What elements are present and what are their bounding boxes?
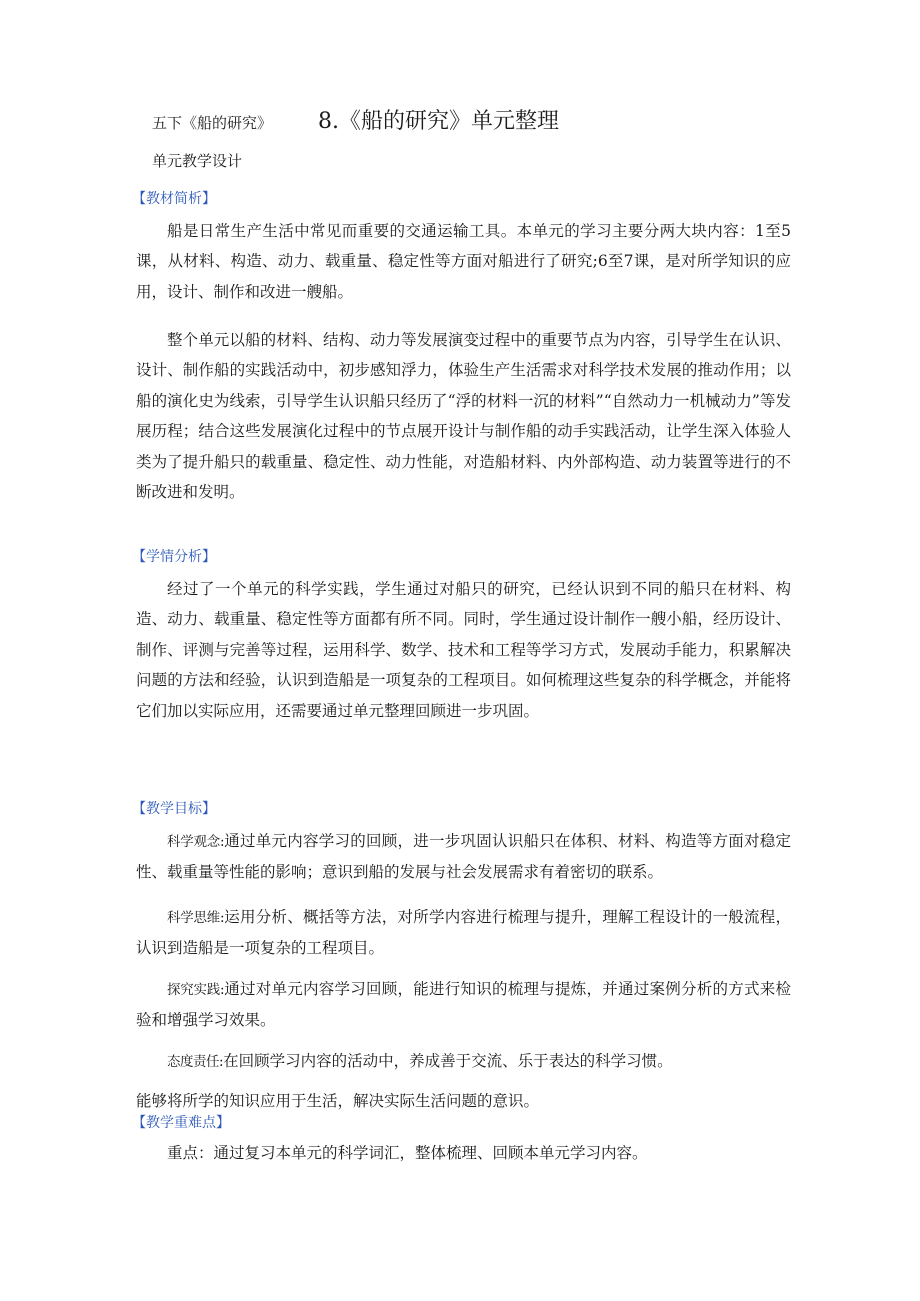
objective-science-concept bbox=[136, 826, 791, 888]
objective-label: 科学观念: bbox=[167, 834, 225, 850]
objective-text: 运用分析、概括等方法，对所学内容进行梳理与提升，理解工程设计的一般流程，认识到造船是一项复杂的工程项目。 bbox=[136, 908, 791, 958]
textbook-analysis-paragraph-1: 船是日常生产生活中常见而重要的交通运输工具。本单元的学习主要分两大块内容：1至5课，从材料、构造、动力、载重量、稳定性等方面对船进行了研究;6至7课，是对所学知识的应用，设计、制作和改进一艘船。 bbox=[136, 222, 791, 301]
textbook-analysis-paragraph-2: 整个单元以船的材料、结构、动力等发展演变过程中的重要节点为内容，引导学生在认识、设计、制作船的实践活动中，初步感知浮力，体验生产生活需求对科学技术发展的推动作用；以船的演化史为线索，引导学生认识船只经历了“浮的材料一沉的材料”“自然动力一机械动力”等发展历程；结合这些发展演化过程中的节点展开设计与制作船的动手实践活动，让学生深入体验人类为了提升船只的载重量、稳定性、动力性能，对造船材料、内外部构造、动力装置等进行的不断改进和发明。 bbox=[136, 331, 791, 502]
section-heading-student-analysis: 【学情分析】 bbox=[132, 549, 216, 565]
page-subtitle: 单元教学设计 bbox=[152, 152, 243, 170]
objective-label: 科学思维: bbox=[167, 910, 225, 926]
section-heading-objectives: 【教学目标】 bbox=[132, 801, 216, 817]
section-heading-textbook-analysis: 【教材简析】 bbox=[132, 191, 216, 207]
student-analysis-paragraph: 经过了一个单元的科学实践，学生通过对船只的研究，已经认识到不同的船只在材料、构造、动力、载重量、稳定性等方面都有所不同。同时，学生通过设计制作一艘小船，经历设计、制作、评测与完善等过程，运用科学、数学、技术和工程等学习方式，发展动手能力，积累解决问题的方法和经验，认识到造船是一项复杂的工程项目。如何梳理这些复杂的科学概念，并能将它们加以实际应用，还需要通过单元整理回顾进一步巩固。 bbox=[136, 580, 791, 720]
course-label: 五下《船的研究》 bbox=[152, 114, 273, 132]
objective-trailing-line: 能够将所学的知识应用于生活，解决实际生活问题的意识。 bbox=[136, 1092, 540, 1110]
objective-attitude-responsibility bbox=[136, 1046, 791, 1077]
objective-text: 通过单元内容学习的回顾，进一步巩固认识船只在体积、材料、构造等方面对稳定性、载重量等性能的影响；意识到船的发展与社会发展需求有着密切的联系。 bbox=[136, 832, 791, 882]
objective-label: 态度责任: bbox=[167, 1054, 224, 1070]
key-points-paragraph: 重点：通过复习本单元的科学词汇，整体梳理、回顾本单元学习内容。 bbox=[167, 1144, 648, 1162]
objective-science-thinking bbox=[136, 902, 791, 964]
objective-inquiry-practice bbox=[136, 974, 791, 1036]
page-title: 8.《船的研究》单元整理 bbox=[318, 109, 559, 134]
section-heading-key-points: 【教学重难点】 bbox=[132, 1115, 230, 1131]
objective-label: 探究实践: bbox=[167, 982, 225, 998]
objective-text: 在回顾学习内容的活动中，养成善于交流、乐于表达的科学习惯。 bbox=[223, 1052, 673, 1070]
objective-text: 通过对单元内容学习回顾，能进行知识的梳理与提炼，并通过案例分析的方式来检验和增强学习效果。 bbox=[136, 980, 791, 1030]
